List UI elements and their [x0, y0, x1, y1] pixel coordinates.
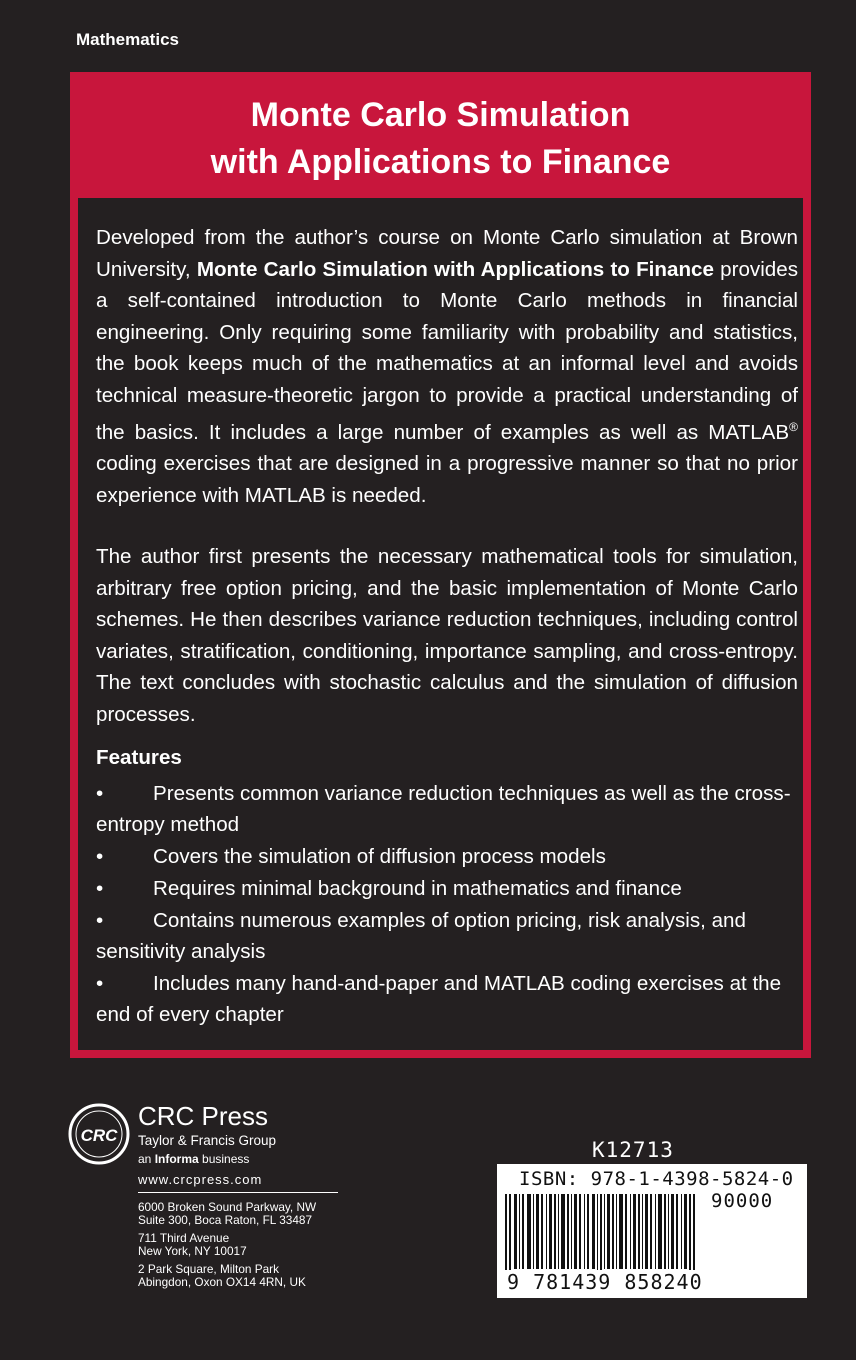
description-panel	[78, 198, 803, 1050]
isbn-label: ISBN: 978-1-4398-5824-0	[519, 1168, 794, 1190]
feature-item: • Covers the simulation of diffusion process models	[96, 841, 798, 872]
bullet-icon: •	[96, 845, 104, 868]
publisher-group: Taylor & Francis Group	[138, 1133, 277, 1148]
features-heading: Features	[96, 746, 182, 769]
features-list	[96, 778, 798, 1031]
crc-logo-icon	[68, 1103, 130, 1165]
publisher-business: an Informa business	[138, 1152, 250, 1166]
category-label: Mathematics	[76, 30, 179, 49]
address-line: 711 Third Avenue	[138, 1231, 230, 1245]
divider	[138, 1192, 338, 1193]
feature-item: • Presents common variance reduction techniques as well as the cross-entropy method	[96, 778, 798, 840]
svg-text:CRC: CRC	[80, 1126, 118, 1145]
bullet-icon: •	[96, 782, 104, 805]
publisher-website: www.crcpress.com	[138, 1172, 263, 1187]
address-line: Abingdon, Oxon OX14 4RN, UK	[138, 1275, 306, 1289]
description-paragraph-2: The author first presents the necessary mathematical tools for simulation, arbitrary free option pricing, and the basic implementation of Monte Carlo schemes. He then describes variance reduction techniques, including control variates, stratification, conditioning, importance sampling, and cross-entropy. The text concludes with stochastic calculus and the simulation of diffusion processes.	[96, 545, 798, 726]
bullet-icon: •	[96, 972, 104, 995]
price-code: 90000	[711, 1190, 774, 1212]
publisher-name: CRC Press	[138, 1101, 269, 1131]
ean-number: 9 781439 858240	[507, 1270, 703, 1294]
address-line: 6000 Broken Sound Parkway, NW	[138, 1200, 317, 1214]
book-title	[70, 92, 811, 186]
feature-item: • Contains numerous examples of option pricing, risk analysis, and sensitivity analysis	[96, 905, 798, 967]
address-line: New York, NY 10017	[138, 1244, 247, 1258]
bullet-icon: •	[96, 877, 104, 900]
feature-item: • Requires minimal background in mathematics and finance	[96, 873, 798, 904]
red-frame	[70, 72, 811, 1058]
bold-title: Monte Carlo Simulation with Applications to Finance	[196, 257, 714, 281]
bullet-icon: •	[96, 909, 104, 932]
title-line-1: Monte Carlo Simulation	[250, 96, 631, 134]
address-line: Suite 300, Boca Raton, FL 33487	[138, 1213, 313, 1227]
description-paragraph-1: Developed from the author’s course on Monte Carlo simulation at Brown University, Monte Carlo Simulation with Applications to Finance provides a self-contained introduction to Monte Carlo methods in financial engineering. Only requiring some familiarity with probability and statistics, the book keeps much of the mathematics at an informal level and avoids technical measure-theoretic jargon to provide a practical understanding of the basics. It includes a large number of examples as well as MATLAB® coding exercises that are designed in a progressive manner so that no prior experience with MATLAB is needed.	[96, 226, 798, 507]
barcode	[497, 1164, 807, 1298]
feature-item: • Includes many hand-and-paper and MATLAB coding exercises at the end of every chapter	[96, 968, 798, 1030]
title-line-2: with Applications to Finance	[210, 143, 671, 181]
address-line: 2 Park Square, Milton Park	[138, 1262, 279, 1276]
catalog-code: K12713	[592, 1138, 674, 1162]
